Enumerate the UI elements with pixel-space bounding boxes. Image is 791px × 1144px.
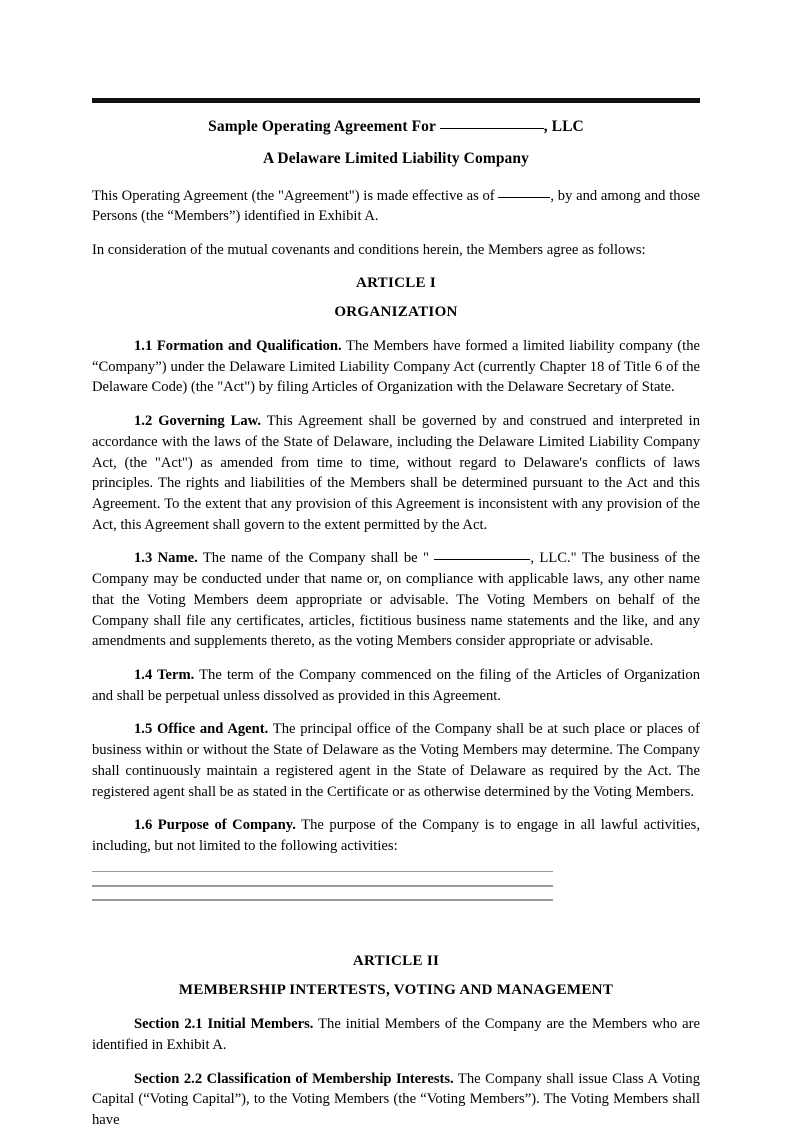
section-1-4-text: The term of the Company commenced on the filing of the Articles of Organization and shall be perpetual unless dissolved as provided in this Agreement. [92, 666, 700, 704]
consideration-paragraph: In consideration of the mutual covenants and conditions herein, the Members agree as follows: [92, 242, 646, 259]
section-1-4-label: 1.4 Term. [134, 666, 195, 683]
company-name-blank-inline[interactable] [434, 559, 530, 560]
document-title [92, 117, 700, 136]
fill-in-line-2[interactable] [92, 885, 553, 887]
section-2-1-text: The initial Members of the Company are the Members who are identified in Exhibit A. [92, 1016, 700, 1053]
purpose-fill-in-lines [92, 871, 700, 901]
preamble-paragraph [92, 186, 700, 227]
effective-date-blank[interactable] [498, 197, 550, 198]
section-1-6 [92, 815, 700, 856]
section-2-1 [92, 1014, 700, 1055]
section-1-1-text: The Members have formed a limited liability company (the “Company”) under the Delaware Limited Liability Company Act (currently Chapter 18 of Title 6 of the Delaware Code) (the "Act") by filing Articles of Organization with the Delaware Secretary of State. [92, 337, 700, 396]
section-1-3-label: 1.3 Name. [134, 550, 198, 567]
section-1-3 [92, 548, 700, 652]
section-2-1-label: Section 2.1 Initial Members. [134, 1016, 314, 1033]
document-content [92, 98, 700, 1144]
section-1-6-text: The purpose of the Company is to engage in all lawful activities, including, but not limited to the following activities: [92, 817, 700, 854]
article-1-subheading: ORGANIZATION [334, 303, 458, 320]
article-2-heading: ARTICLE II [352, 953, 440, 970]
section-2-2-label: Section 2.2 Classification of Membership Interests. [134, 1070, 454, 1087]
section-2-2-text: The Company shall issue Class A Voting Capital (“Voting Capital”), to the Voting Members (the “Voting Members”). The Voting Members shall have [92, 1070, 700, 1129]
section-1-5 [92, 719, 700, 802]
section-1-5-label: 1.5 Office and Agent. [134, 721, 269, 738]
section-1-3-text-after-blank: , LLC." The business of the Company may be conducted under that name or, on compliance with applicable laws, any other name that the Voting Members deem appropriate or advisable. The Voting Members on behalf of the Company shall file any certificates, articles, fictitious business name statements and the like, and any amendments and supplements thereto, as the voting Members consider appropriate or advisable. [92, 550, 701, 650]
preamble-text-before-blank: This Operating Agreement (the "Agreement") is made effective as of [92, 187, 499, 204]
section-1-1-label: 1.1 Formation and Qualification. [134, 337, 342, 354]
company-name-blank[interactable] [440, 128, 544, 129]
section-1-2-label: 1.2 Governing Law. [134, 413, 262, 430]
article-2-subheading: MEMBERSHIP INTERTESTS, VOTING AND MANAGEMENT [178, 982, 614, 999]
preamble-text-after-blank: , by and among and those Persons (the “Members”) identified in Exhibit A. [92, 187, 700, 225]
section-1-1 [92, 336, 700, 398]
section-1-2-text: This Agreement shall be governed by and construed and interpreted in accordance with the laws of the State of Delaware, including the Delaware Limited Liability Company Act, (the "Act") as amended from time to time, without regard to Delaware's conflicts of laws principles. The rights and liabilities of the Members shall be determined pursuant to the Act and this Agreement. To the extent that any provision of this Agreement is inconsistent with any provision of the Act, this Agreement shall govern to the extent permitted by the Act. [92, 413, 700, 533]
article-1-heading: ARTICLE I [355, 274, 437, 291]
section-1-5-text: The principal office of the Company shall be at such place or places of business within or without the State of Delaware as the Voting Members may determine. The Company shall continuously maintain a registered agent in the State of Delaware as required by the Act. The registered agent shall be as stated in the Certificate or as otherwise determined by the Voting Members. [92, 721, 700, 800]
top-rule-divider [92, 98, 700, 103]
section-1-3-text-before-blank: The name of the Company shall be " [197, 550, 435, 567]
document-subtitle: A Delaware Limited Liability Company [263, 150, 529, 168]
fill-in-line-1[interactable] [92, 871, 553, 873]
fill-in-line-3[interactable] [92, 899, 553, 901]
section-2-2 [92, 1069, 700, 1131]
section-1-6-label: 1.6 Purpose of Company. [134, 817, 296, 834]
section-1-4 [92, 665, 700, 706]
article-2-spacer [92, 913, 700, 939]
document-title-suffix: , LLC [543, 118, 584, 135]
document-title-prefix: Sample Operating Agreement For [208, 118, 440, 135]
section-1-2 [92, 411, 700, 535]
